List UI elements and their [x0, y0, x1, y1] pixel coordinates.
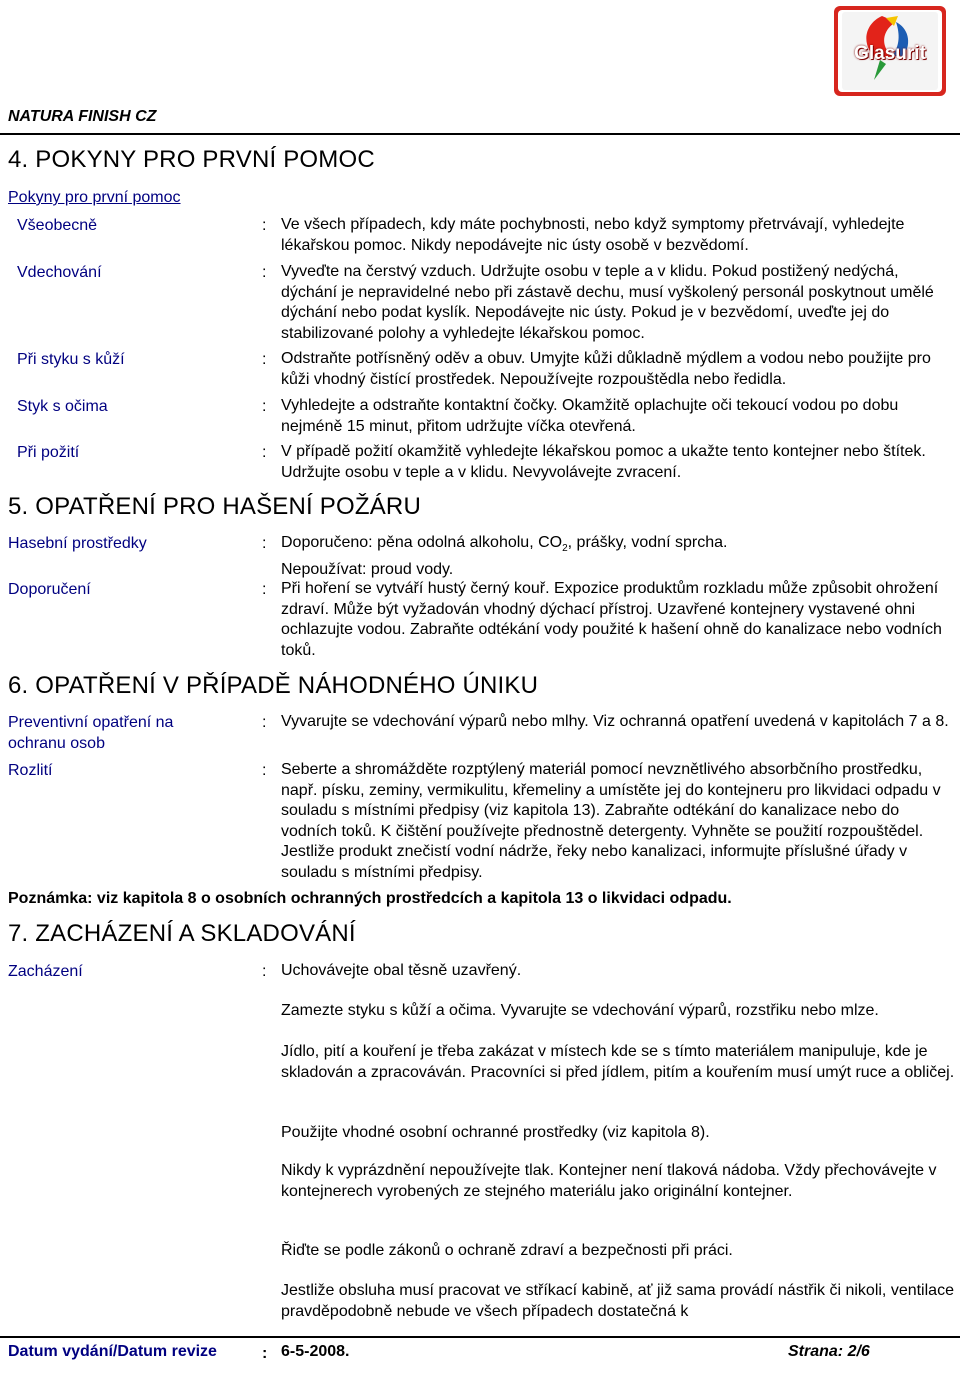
footer-date-value: 6-5-2008.	[281, 1343, 350, 1360]
label-personal-precautions	[8, 712, 173, 754]
label-personal-precautions-a: Preventivní opatření na	[8, 714, 174, 731]
colon: :	[262, 714, 267, 731]
label-handling: Zacházení	[8, 963, 83, 980]
text-handling-3: Jídlo, pití a kouření je třeba zakázat v místech kde se s tímto materiálem manipuluje, kde je skladován a zpracováván. Pracovníci si před jídlem, pitím a kouřením musí umýt ruce a obličej.	[281, 1043, 955, 1081]
text-recommendation: Při hoření se vytváří hustý černý kouř. Expozice produktům rozkladu může způsobit ohrožení zdraví. Může být vyžadován vhodný dýchací přístroj. Uzavřené kontejnery vystavené ohni ochlazujte vodou. Zabraňte odtékání vody použité k hašení ohně do kanalizace nebo vodních toků.	[281, 580, 942, 659]
label-ingestion: Při požití	[17, 444, 80, 461]
colon: :	[262, 264, 267, 281]
footer-date-label: Datum vydání/Datum revize	[8, 1343, 217, 1360]
colon: :	[262, 398, 267, 415]
text-eye-contact: Vyhledejte a odstraňte kontaktní čočky. Okamžitě oplachujte oči tekoucí vodou po dobu nejméně 15 minut, přitom udržujte víčka otevřená.	[281, 397, 899, 435]
footer-divider	[0, 1336, 960, 1338]
footer-page-number: Strana: 2/6	[788, 1343, 870, 1360]
text-handling-7: Jestliže obsluha musí pracovat ve stříkací kabině, ať již sama provádí nástřik či nikoli, ventilace pravděpodobně nebude ve všech případech dostatečná k	[281, 1282, 954, 1320]
extinguishing-text-b: , prášky, vodní sprcha.	[567, 534, 728, 551]
section-7-title: 7. ZACHÁZENÍ A SKLADOVÁNÍ	[8, 920, 356, 947]
section-4-subtitle: Pokyny pro první pomoc	[8, 189, 181, 206]
colon: :	[262, 963, 267, 980]
colon: :	[262, 535, 267, 552]
text-skin-contact: Odstraňte potřísněný oděv a obuv. Umyjte kůži důkladně mýdlem a vodou nebo použijte pro kůži vhodný čistící prostředek. Nepoužívejte rozpouštědla nebo ředidla.	[281, 350, 931, 388]
section-4-title: 4. POKYNY PRO PRVNÍ POMOC	[8, 146, 375, 173]
extinguishing-text-a: Doporučeno: pěna odolná alkoholu, CO	[281, 534, 563, 551]
text-handling-5: Nikdy k vyprázdnění nepoužívejte tlak. Kontejner není tlaková nádoba. Vždy přechovávejte v kontejnerech vyrobených ze stejného materiálu jako originální kontejner.	[281, 1162, 937, 1200]
text-general: Ve všech případech, kdy máte pochybnosti, nebo když symptomy přetrvávají, vyhledejte lékařskou pomoc. Nikdy nepodávejte nic ústy osobě v bezvědomí.	[281, 216, 905, 254]
label-extinguishing-media: Hasební prostředky	[8, 535, 147, 552]
colon: :	[262, 762, 267, 779]
text-handling-6: Řiďte se podle zákonů o ochraně zdraví a bezpečnosti při práci.	[281, 1242, 733, 1259]
label-eye-contact: Styk s očima	[17, 398, 108, 415]
text-inhalation: Vyveďte na čerstvý vzduch. Udržujte osobu v teple a v klidu. Pokud postižený nedýchá, dýchání je nepravidelné nebo při zástavě dechu, musí vyškolený personál poskytnout umělé dýchání nebo podat kyslík. Nepodávejte nic ústy. Pokud je v bezvědomí, uveďte jej do stabilizované polohy a vyhledejte lékařskou pomoc.	[281, 263, 934, 342]
glasurit-logo	[834, 6, 946, 96]
logo-text: Glasurit	[854, 43, 926, 64]
text-personal-precautions: Vyvarujte se vdechování výparů nebo mlhy. Viz ochranná opatření uvedená v kapitolách 7 a 8.	[281, 713, 949, 730]
label-skin-contact: Při styku s kůží	[17, 351, 125, 368]
colon: :	[262, 581, 267, 598]
label-spill: Rozlití	[8, 762, 53, 779]
label-recommendation: Doporučení	[8, 581, 91, 598]
label-personal-precautions-b: ochranu osob	[8, 735, 105, 752]
section-6-title: 6. OPATŘENÍ V PŘÍPADĚ NÁHODNÉHO ÚNIKU	[8, 672, 539, 699]
text-handling-4: Použijte vhodné osobní ochranné prostředky (viz kapitola 8).	[281, 1124, 710, 1141]
text-extinguishing-media	[281, 533, 956, 580]
section-6-note: Poznámka: viz kapitola 8 o osobních ochranných prostředcích a kapitola 13 o likvidaci odpadu.	[8, 890, 732, 907]
document-title: NATURA FINISH CZ	[8, 108, 157, 125]
text-handling-2: Zamezte styku s kůží a očima. Vyvarujte se vdechování výparů, rozstřiku nebo mlze.	[281, 1002, 879, 1019]
label-general: Všeobecně	[17, 217, 98, 234]
colon: :	[262, 444, 267, 461]
extinguishing-text-c: Nepoužívat: proud vody.	[281, 560, 454, 578]
text-spill: Seberte a shromážděte rozptýlený materiál pomocí nevznětlivého absorbčního prostředku, např. písku, zeminy, vermikulitu, křemeliny a umístěte jej do kontejneru pro likvidaci odpadu v souladu s místními předpisy (viz kapitola 13). Zabraňte odtékání do kanalizace nebo do vodních toků. K čištění používejte přednostně detergenty. Vyhněte se použití rozpouštědel. Jestliže produkt znečistí vodní nádrže, řeky nebo kanalizaci, informujte příslušné úřady v souladu s místními předpisy.	[281, 761, 941, 881]
co2-subscript: 2	[562, 543, 568, 555]
header-divider	[0, 133, 960, 135]
footer-colon: :	[262, 1345, 268, 1362]
colon: :	[262, 217, 267, 234]
label-inhalation: Vdechování	[17, 264, 102, 281]
text-handling-1: Uchovávejte obal těsně uzavřený.	[281, 962, 522, 979]
text-ingestion: V případě požití okamžitě vyhledejte lékařskou pomoc a ukažte tento kontejner nebo štítek. Udržujte osobu v teple a v klidu. Nevyvolávejte zvracení.	[281, 443, 926, 481]
section-5-title: 5. OPATŘENÍ PRO HAŠENÍ POŽÁRU	[8, 493, 421, 520]
colon: :	[262, 351, 267, 368]
